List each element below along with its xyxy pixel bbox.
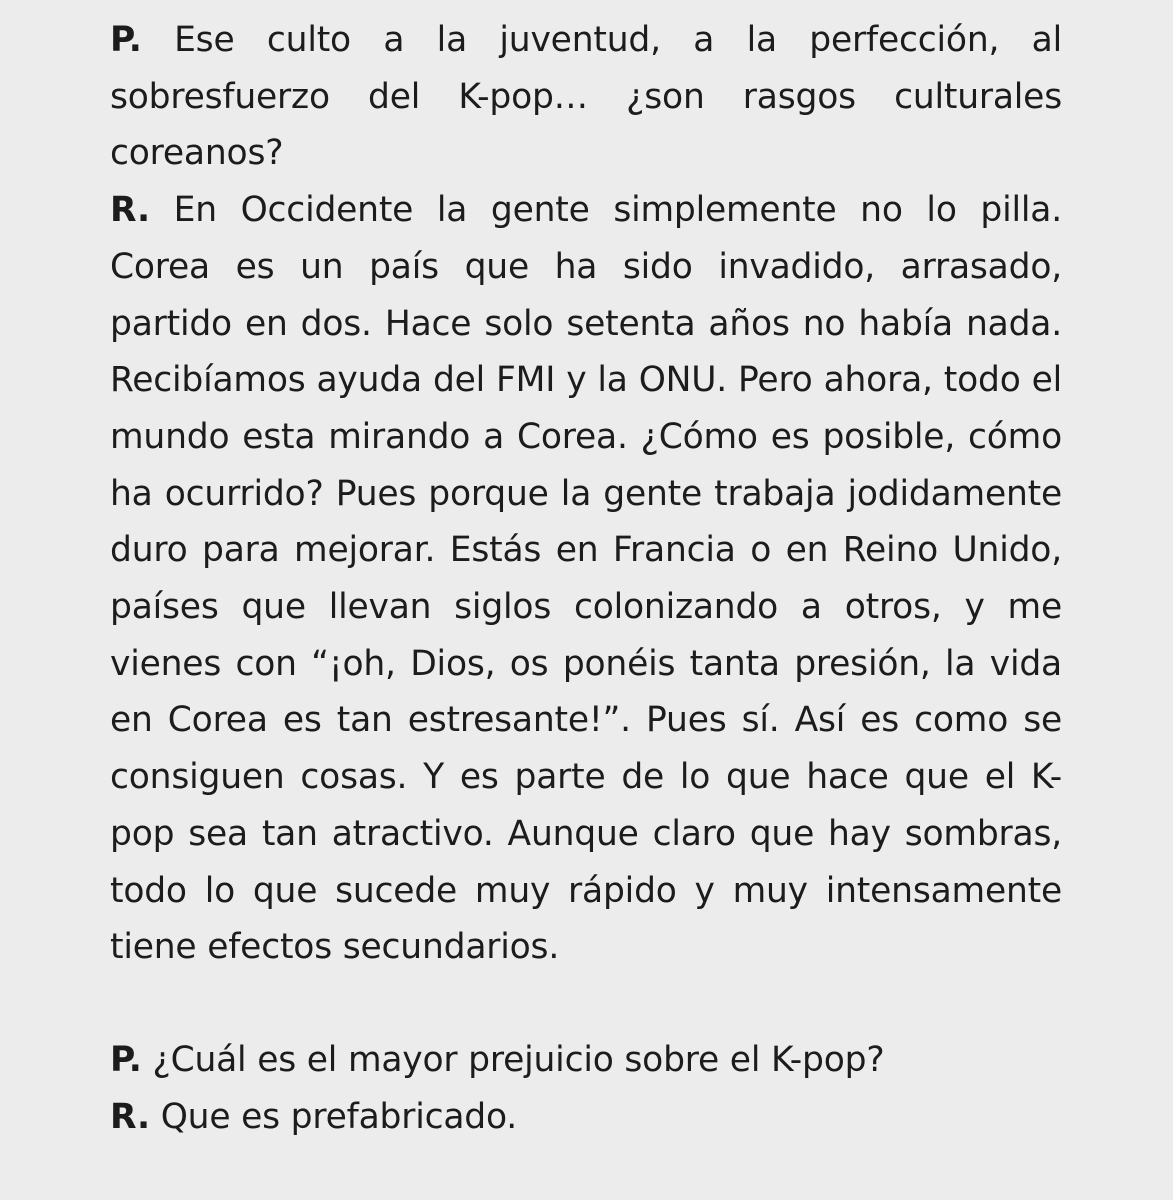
question-marker: P. [110,20,142,60]
answer-paragraph [110,1089,1062,1146]
qa-block-1 [110,12,1062,976]
question-marker: P. [110,1039,142,1080]
answer-text: Que es prefabricado. [160,1096,518,1137]
qa-block-2 [110,1032,1062,1145]
interview-article [110,12,1062,1145]
question-paragraph [110,12,1062,182]
answer-paragraph [110,182,1062,976]
answer-text: En Occidente la gente simplemente no lo pilla. Corea es un país que ha sido invadido, arrasado, partido en dos. Hace solo setenta años no había nada. Recibíamos ayuda del FMI y la ONU. Pero ahora, todo el mundo esta mirando a Corea. ¿Cómo es posible, cómo ha ocurrido? Pues porque la gente trabaja jodidamente duro para mejorar. Estás en Francia o en Reino Unido, países que llevan siglos colonizando a otros, y me vienes con “¡oh, Dios, os ponéis tanta presión, la vida en Corea es tan estresante!”. Pues sí. Así es como se consiguen cosas. Y es parte de lo que hace que el K-pop sea tan atractivo. Aunque claro que hay sombras, todo lo que sucede muy rápido y muy intensamente tiene efectos secundarios. [110,190,1062,968]
question-text: ¿Cuál es el mayor prejuicio sobre el K-pop? [152,1039,885,1080]
answer-marker: R. [110,190,150,231]
question-text: Ese culto a la juventud, a la perfección, al sobresfuerzo del K-pop… ¿son rasgos culturales coreanos? [110,20,1062,174]
question-paragraph [110,1032,1062,1089]
answer-marker: R. [110,1096,150,1137]
